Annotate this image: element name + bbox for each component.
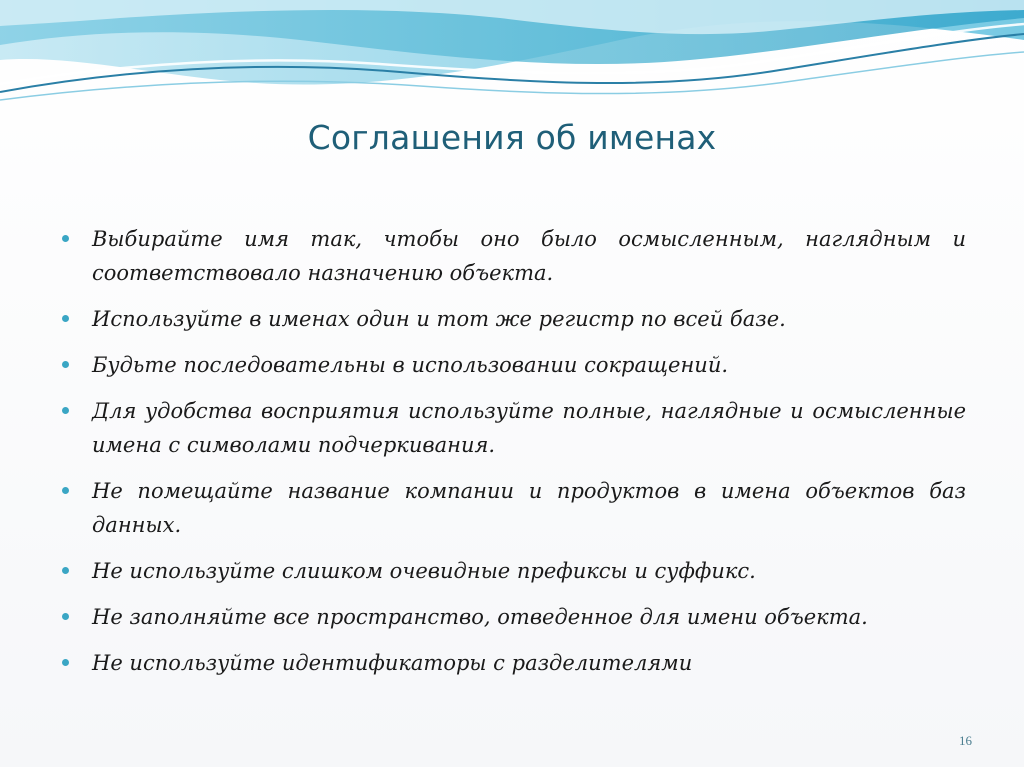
bullet-dot-icon [62,315,69,322]
bullet-dot-icon [62,407,69,414]
list-item [62,600,966,634]
page-number: 16 [959,733,972,748]
list-item [62,474,966,542]
list-item [62,348,966,382]
bullet-text: Используйте в именах один и тот же регистр по всей базе. [92,307,786,331]
bullet-text: Не используйте слишком очевидные префиксы и суффикс. [92,559,756,583]
bullet-text: Для удобства восприятия используйте полные, наглядные и осмысленные имена с символами подчеркивания. [92,399,966,457]
bullet-dot-icon [62,487,69,494]
bullet-dot-icon [62,659,69,666]
bullet-text: Выбирайте имя так, чтобы оно было осмысленным, наглядным и соответствовало назначению объекта. [92,227,966,285]
list-item [62,646,966,680]
bullet-text: Не используйте идентификаторы с разделителями [92,651,693,675]
bullet-text: Не заполняйте все пространство, отведенное для имени объекта. [92,605,868,629]
list-item [62,554,966,588]
bullet-dot-icon [62,361,69,368]
bullet-dot-icon [62,567,69,574]
list-item [62,302,966,336]
bullet-dot-icon [62,613,69,620]
bullet-dot-icon [62,235,69,242]
bullet-text: Не помещайте название компании и продуктов в имена объектов баз данных. [92,479,966,537]
list-item [62,222,966,290]
slide-title: Соглашения об именах [307,118,717,157]
bullet-list [62,222,966,692]
bullet-text: Будьте последовательны в использовании сокращений. [92,353,729,377]
list-item [62,394,966,462]
